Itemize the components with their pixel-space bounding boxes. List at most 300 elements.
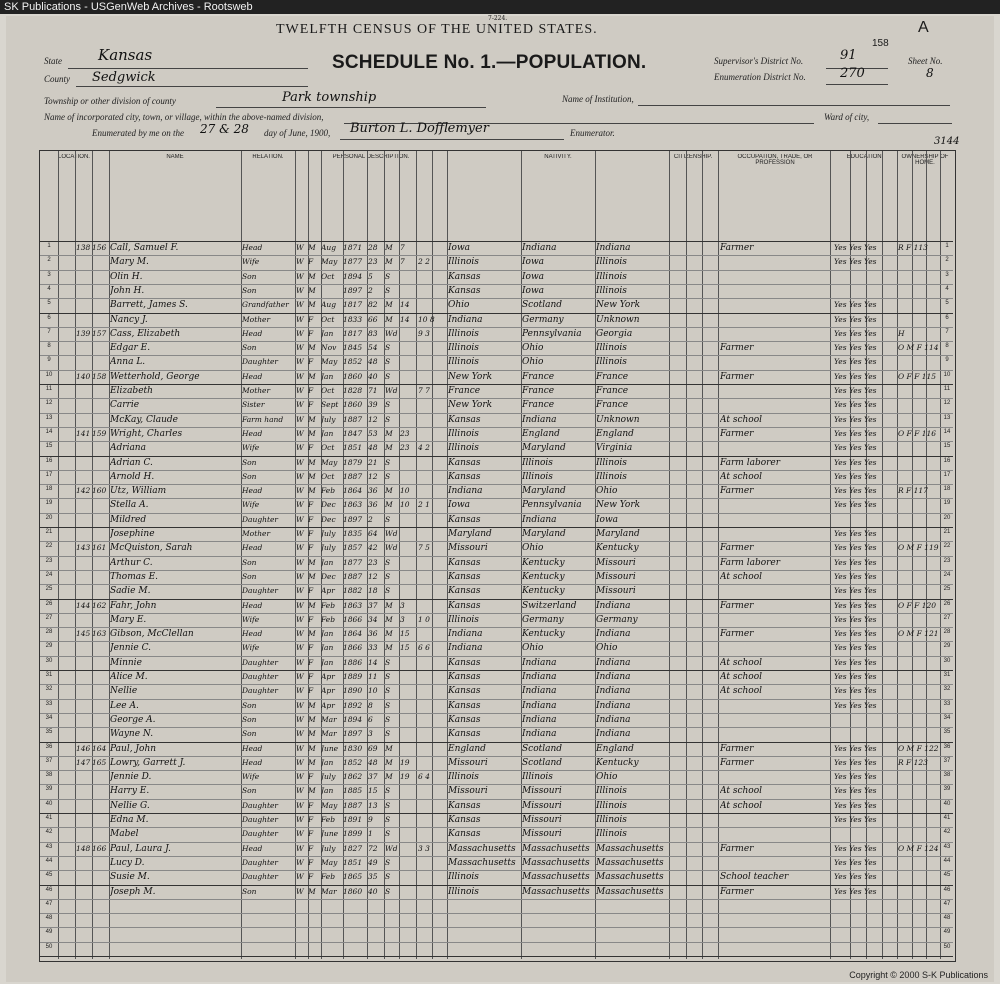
row-42-bp: Kansas bbox=[448, 829, 481, 840]
row-26-mo: Feb bbox=[321, 600, 336, 610]
row-11-mo: Oct bbox=[321, 386, 335, 395]
row-46-n: 46 bbox=[45, 886, 53, 893]
row-5-bp: Ohio bbox=[448, 300, 470, 311]
row-6-ms: M bbox=[385, 314, 393, 324]
row-10-occ: Farmer bbox=[720, 371, 754, 382]
row-41-fbp: Missouri bbox=[522, 815, 562, 825]
row-16-ms: S bbox=[385, 457, 391, 467]
row-23-occ: Farm laborer bbox=[720, 557, 781, 568]
row-11-mbp: France bbox=[596, 386, 629, 396]
row-29-fbp: Ohio bbox=[522, 643, 544, 654]
row-41-race: W bbox=[296, 815, 304, 824]
row-17-rel: Son bbox=[242, 471, 257, 481]
row-1-bp: Iowa bbox=[448, 243, 471, 253]
row-34-mo: Mar bbox=[321, 714, 337, 724]
row-35-name: Wayne N. bbox=[110, 729, 154, 740]
row-5-right-number: 5 bbox=[945, 300, 949, 307]
row-divider bbox=[40, 613, 953, 614]
row-34-name: George A. bbox=[110, 714, 156, 725]
row-15-age: 48 bbox=[368, 443, 378, 453]
row-18-yr: 1864 bbox=[343, 486, 363, 496]
row-44-bp: Massachusetts bbox=[448, 857, 516, 868]
row-40-rel: Daughter bbox=[242, 800, 278, 810]
row-1-n: 1 bbox=[47, 243, 51, 249]
row-2-ms: M bbox=[385, 257, 393, 267]
row-33-yr: 1892 bbox=[343, 700, 363, 710]
row-16-ed: Yes Yes Yes bbox=[834, 457, 877, 467]
row-3-ms: S bbox=[385, 271, 391, 281]
row-24-fbp: Kentucky bbox=[522, 571, 565, 582]
row-15-n: 15 bbox=[45, 443, 53, 450]
citizenship-header: CITIZENSHIP. bbox=[673, 154, 713, 160]
row-39-sex: M bbox=[308, 786, 316, 796]
row-12-rel: Sister bbox=[242, 400, 265, 410]
row-6-mo: Oct bbox=[321, 314, 335, 324]
row-19-mbp: New York bbox=[596, 500, 641, 511]
row-29-ed: Yes Yes Yes bbox=[834, 643, 877, 653]
row-44-mo: May bbox=[321, 857, 338, 867]
row-25-ms: S bbox=[385, 586, 391, 596]
row-7-age: 83 bbox=[368, 328, 378, 338]
row-36-sex: M bbox=[308, 743, 316, 753]
row-13-race: W bbox=[296, 414, 304, 424]
row-21-mbp: Maryland bbox=[596, 529, 640, 539]
row-2-fbp: Iowa bbox=[522, 257, 545, 268]
row-43-age: 72 bbox=[368, 843, 378, 853]
row-12-mo: Sept bbox=[321, 400, 339, 410]
row-17-age: 12 bbox=[368, 471, 378, 481]
row-14-age: 53 bbox=[368, 428, 378, 438]
row-30-mbp: Indiana bbox=[596, 657, 631, 668]
row-41-mo: Feb bbox=[321, 815, 336, 824]
row-27-rel: Wife bbox=[242, 614, 260, 624]
row-7-ch: 9 3 bbox=[418, 328, 430, 338]
row-14-yr: 1847 bbox=[343, 428, 363, 438]
row-33-n: 33 bbox=[45, 700, 53, 707]
row-10-right-number: 10 bbox=[943, 371, 951, 378]
row-39-ed: Yes Yes Yes bbox=[834, 786, 877, 796]
row-13-sex: M bbox=[308, 414, 316, 424]
row-15-yrs: 23 bbox=[400, 443, 410, 453]
row-6-fbp: Germany bbox=[522, 314, 564, 325]
row-28-yr: 1864 bbox=[343, 629, 363, 639]
row-10-bp: New York bbox=[448, 371, 493, 382]
row-43-n: 43 bbox=[45, 843, 53, 850]
state-label: State bbox=[44, 56, 62, 66]
row-20-yr: 1897 bbox=[343, 514, 363, 524]
row-5-yr: 1817 bbox=[343, 300, 363, 310]
row-38-mbp: Ohio bbox=[596, 772, 618, 783]
row-4-age: 2 bbox=[368, 285, 373, 295]
row-divider bbox=[40, 599, 953, 600]
row-30-race: W bbox=[296, 657, 304, 667]
row-32-mo: Apr bbox=[321, 686, 335, 696]
row-46-yr: 1860 bbox=[343, 886, 363, 896]
row-21-age: 64 bbox=[368, 529, 378, 538]
row-44-fbp: Massachusetts bbox=[522, 857, 590, 868]
row-22-dw: 143 bbox=[76, 543, 91, 553]
row-19-yr: 1863 bbox=[343, 500, 363, 510]
row-30-age: 14 bbox=[368, 657, 378, 667]
row-29-mo: Jan bbox=[321, 643, 334, 653]
row-26-fbp: Switzerland bbox=[522, 600, 577, 611]
row-1-dw: 138 bbox=[76, 243, 91, 252]
row-21-yr: 1835 bbox=[343, 529, 363, 538]
row-21-race: W bbox=[296, 529, 304, 538]
row-16-right-number: 16 bbox=[943, 457, 951, 464]
row-13-yr: 1887 bbox=[343, 414, 363, 424]
row-4-bp: Kansas bbox=[448, 285, 481, 296]
row-2-mbp: Illinois bbox=[596, 257, 627, 268]
row-39-mbp: Illinois bbox=[596, 786, 627, 797]
row-22-fam: 161 bbox=[92, 543, 107, 553]
row-13-ed: Yes Yes Yes bbox=[834, 414, 877, 424]
row-divider bbox=[40, 713, 953, 714]
row-35-rel: Son bbox=[242, 729, 257, 739]
row-22-bp: Missouri bbox=[448, 543, 488, 554]
row-12-age: 39 bbox=[368, 400, 378, 410]
row-5-age: 82 bbox=[368, 300, 378, 310]
row-20-mo: Dec bbox=[321, 514, 336, 524]
row-divider bbox=[40, 756, 953, 757]
row-divider bbox=[40, 284, 953, 285]
row-19-right-number: 19 bbox=[943, 500, 951, 507]
row-20-ms: S bbox=[385, 514, 391, 524]
row-21-sex: F bbox=[308, 529, 314, 538]
row-23-n: 23 bbox=[45, 557, 53, 564]
row-44-sex: F bbox=[308, 857, 314, 867]
row-10-age: 40 bbox=[368, 371, 378, 381]
row-31-bp: Kansas bbox=[448, 672, 481, 682]
row-7-own: H bbox=[898, 328, 905, 338]
row-30-sex: F bbox=[308, 657, 314, 667]
row-42-race: W bbox=[296, 829, 304, 839]
row-27-bp: Illinois bbox=[448, 614, 479, 625]
enumerated-days: 27 & 28 bbox=[200, 122, 249, 136]
row-26-yr: 1863 bbox=[343, 600, 363, 610]
row-13-bp: Kansas bbox=[448, 414, 481, 425]
row-40-age: 13 bbox=[368, 800, 378, 810]
row-43-ed: Yes Yes Yes bbox=[834, 843, 877, 853]
row-33-mo: Apr bbox=[321, 700, 335, 710]
row-45-occ: School teacher bbox=[720, 872, 789, 883]
row-28-n: 28 bbox=[45, 629, 53, 636]
row-31-ms: S bbox=[385, 672, 391, 681]
row-divider bbox=[40, 870, 953, 871]
row-34-rel: Son bbox=[242, 714, 257, 724]
row-17-n: 17 bbox=[45, 471, 53, 478]
row-30-ms: S bbox=[385, 657, 391, 667]
row-11-n: 11 bbox=[45, 386, 53, 392]
row-48-right-number: 48 bbox=[943, 915, 951, 922]
row-28-occ: Farmer bbox=[720, 629, 754, 640]
row-19-age: 36 bbox=[368, 500, 378, 510]
row-42-rel: Daughter bbox=[242, 829, 278, 839]
row-14-dw: 141 bbox=[76, 428, 91, 438]
institution-line bbox=[638, 105, 950, 106]
row-23-rel: Son bbox=[242, 557, 257, 567]
row-6-ch: 10 8 bbox=[418, 314, 435, 324]
row-22-rel: Head bbox=[242, 543, 263, 553]
row-24-n: 24 bbox=[45, 571, 53, 578]
row-divider bbox=[40, 270, 953, 271]
row-24-occ: At school bbox=[720, 571, 762, 582]
row-23-yr: 1877 bbox=[343, 557, 363, 567]
row-1-name: Call, Samuel F. bbox=[110, 243, 179, 253]
row-24-mo: Dec bbox=[321, 571, 336, 581]
row-18-n: 18 bbox=[45, 486, 53, 493]
row-8-bp: Illinois bbox=[448, 343, 479, 354]
row-43-race: W bbox=[296, 843, 304, 853]
row-4-race: W bbox=[296, 285, 304, 295]
row-37-age: 48 bbox=[368, 757, 378, 767]
row-45-ms: S bbox=[385, 872, 391, 882]
row-11-ed: Yes Yes Yes bbox=[834, 386, 877, 395]
row-43-bp: Massachusetts bbox=[448, 843, 516, 854]
row-45-yr: 1865 bbox=[343, 872, 363, 882]
row-divider bbox=[40, 885, 953, 886]
row-38-age: 37 bbox=[368, 772, 378, 782]
row-44-ms: S bbox=[385, 857, 391, 867]
row-44-n: 44 bbox=[45, 857, 53, 864]
row-19-n: 19 bbox=[45, 500, 53, 507]
row-25-name: Sadie M. bbox=[110, 586, 151, 597]
row-5-mo: Aug bbox=[321, 300, 337, 310]
row-28-fbp: Kentucky bbox=[522, 629, 565, 640]
row-2-age: 23 bbox=[368, 257, 378, 267]
row-41-ms: S bbox=[385, 815, 391, 824]
row-27-mbp: Germany bbox=[596, 614, 638, 625]
row-10-ms: S bbox=[385, 371, 391, 381]
state-line bbox=[68, 68, 308, 69]
row-39-age: 15 bbox=[368, 786, 378, 796]
row-35-fbp: Indiana bbox=[522, 729, 557, 740]
row-8-occ: Farmer bbox=[720, 343, 754, 354]
row-24-age: 12 bbox=[368, 571, 378, 581]
row-divider bbox=[40, 842, 953, 843]
row-7-n: 7 bbox=[47, 328, 51, 335]
row-18-ed: Yes Yes Yes bbox=[834, 486, 877, 496]
row-17-race: W bbox=[296, 471, 304, 481]
row-40-mo: May bbox=[321, 800, 338, 810]
row-40-yr: 1887 bbox=[343, 800, 363, 810]
row-43-fam: 166 bbox=[92, 843, 107, 853]
row-38-ch: 6 4 bbox=[418, 772, 430, 782]
row-11-rel: Mother bbox=[242, 386, 271, 395]
row-20-race: W bbox=[296, 514, 304, 524]
row-29-bp: Indiana bbox=[448, 643, 483, 654]
row-18-race: W bbox=[296, 486, 304, 496]
row-30-bp: Kansas bbox=[448, 657, 481, 668]
row-8-race: W bbox=[296, 343, 304, 353]
row-7-name: Cass, Elizabeth bbox=[110, 328, 181, 339]
row-1-yrs: 7 bbox=[400, 243, 405, 252]
row-15-bp: Illinois bbox=[448, 443, 479, 454]
row-6-right-number: 6 bbox=[945, 314, 949, 321]
row-19-sex: F bbox=[308, 500, 314, 510]
row-37-own: R F 123 bbox=[898, 757, 928, 767]
row-42-n: 42 bbox=[45, 829, 53, 836]
row-divider bbox=[40, 913, 953, 914]
row-27-fbp: Germany bbox=[522, 614, 564, 625]
row-25-n: 25 bbox=[45, 586, 53, 593]
row-divider bbox=[40, 327, 953, 328]
row-15-mbp: Virginia bbox=[596, 443, 633, 454]
row-1-race: W bbox=[296, 243, 304, 252]
row-15-race: W bbox=[296, 443, 304, 453]
row-44-right-number: 44 bbox=[943, 857, 951, 864]
row-37-yrs: 19 bbox=[400, 757, 410, 767]
row-14-n: 14 bbox=[45, 428, 53, 435]
row-9-ms: S bbox=[385, 357, 391, 367]
row-divider bbox=[40, 684, 953, 685]
row-13-right-number: 13 bbox=[943, 414, 951, 421]
row-39-fbp: Missouri bbox=[522, 786, 562, 797]
ward-line bbox=[878, 123, 952, 124]
row-divider bbox=[40, 813, 953, 814]
row-38-bp: Illinois bbox=[448, 772, 479, 783]
row-34-mbp: Indiana bbox=[596, 714, 631, 725]
row-28-dw: 145 bbox=[76, 629, 91, 639]
row-19-name: Stella A. bbox=[110, 500, 149, 511]
row-24-bp: Kansas bbox=[448, 571, 481, 582]
row-38-yr: 1862 bbox=[343, 772, 363, 782]
enumeration-line bbox=[826, 84, 888, 85]
row-2-yrs: 7 bbox=[400, 257, 405, 267]
row-13-occ: At school bbox=[720, 414, 762, 425]
row-8-ms: S bbox=[385, 343, 391, 353]
sheet-value: 8 bbox=[926, 66, 934, 80]
row-22-name: McQuiston, Sarah bbox=[110, 543, 193, 554]
row-4-mbp: Illinois bbox=[596, 285, 627, 296]
row-45-ed: Yes Yes Yes bbox=[834, 872, 877, 882]
row-8-ed: Yes Yes Yes bbox=[834, 343, 877, 353]
row-40-occ: At school bbox=[720, 800, 762, 811]
row-5-ms: M bbox=[385, 300, 393, 310]
row-27-n: 27 bbox=[45, 614, 53, 621]
row-divider bbox=[40, 298, 953, 299]
row-7-mo: Jan bbox=[321, 328, 334, 338]
row-26-name: Fahr, John bbox=[110, 600, 157, 611]
row-26-ms: M bbox=[385, 600, 393, 610]
row-12-race: W bbox=[296, 400, 304, 410]
row-43-own: O M F 124 bbox=[898, 843, 939, 853]
row-34-bp: Kansas bbox=[448, 714, 481, 725]
row-3-mo: Oct bbox=[321, 271, 335, 281]
row-50-n: 50 bbox=[45, 943, 53, 950]
row-divider bbox=[40, 656, 953, 657]
row-2-name: Mary M. bbox=[110, 257, 149, 268]
row-36-own: O M F 122 bbox=[898, 743, 939, 753]
row-divider bbox=[40, 670, 953, 671]
row-31-right-number: 31 bbox=[943, 672, 951, 678]
row-14-sex: M bbox=[308, 428, 316, 438]
row-17-ms: S bbox=[385, 471, 391, 481]
row-divider bbox=[40, 355, 953, 356]
row-divider bbox=[40, 584, 953, 585]
row-7-rel: Head bbox=[242, 328, 263, 338]
row-19-race: W bbox=[296, 500, 304, 510]
row-31-mo: Apr bbox=[321, 672, 335, 681]
incorporated-label: Name of incorporated city, town, or village, within the above-named division, bbox=[44, 112, 324, 122]
row-5-sex: M bbox=[308, 300, 316, 310]
row-40-fbp: Missouri bbox=[522, 800, 562, 811]
row-26-yrs: 3 bbox=[400, 600, 405, 610]
row-31-n: 31 bbox=[45, 672, 53, 678]
row-11-ms: Wd bbox=[385, 386, 398, 395]
row-16-rel: Son bbox=[242, 457, 257, 467]
row-39-occ: At school bbox=[720, 786, 762, 797]
header-divider bbox=[40, 241, 953, 242]
row-3-mbp: Illinois bbox=[596, 271, 627, 282]
row-25-sex: F bbox=[308, 586, 314, 596]
row-37-occ: Farmer bbox=[720, 757, 754, 768]
row-33-mbp: Indiana bbox=[596, 700, 631, 711]
row-10-name: Wetterhold, George bbox=[110, 371, 200, 382]
row-21-rel: Mother bbox=[242, 529, 271, 538]
row-31-rel: Daughter bbox=[242, 672, 278, 681]
row-37-n: 37 bbox=[45, 757, 53, 764]
enumeration-label: Enumeration District No. bbox=[714, 72, 806, 82]
row-27-name: Mary E. bbox=[110, 614, 147, 625]
row-18-bp: Indiana bbox=[448, 486, 483, 497]
row-22-ed: Yes Yes Yes bbox=[834, 543, 877, 553]
row-7-race: W bbox=[296, 328, 304, 338]
row-32-sex: F bbox=[308, 686, 314, 696]
row-26-dw: 144 bbox=[76, 600, 91, 610]
row-22-mbp: Kentucky bbox=[596, 543, 639, 554]
row-32-yr: 1890 bbox=[343, 686, 363, 696]
row-29-yr: 1866 bbox=[343, 643, 363, 653]
row-31-yr: 1889 bbox=[343, 672, 363, 681]
row-1-yr: 1871 bbox=[343, 243, 363, 252]
row-11-fbp: France bbox=[522, 386, 555, 396]
row-26-age: 37 bbox=[368, 600, 378, 610]
row-5-race: W bbox=[296, 300, 304, 310]
row-29-mbp: Ohio bbox=[596, 643, 618, 654]
row-20-right-number: 20 bbox=[943, 514, 951, 521]
nativity-header: NATIVITY. bbox=[544, 154, 572, 160]
row-41-name: Edna M. bbox=[110, 815, 149, 825]
sheet-label: Sheet No. bbox=[908, 56, 943, 66]
row-37-ed: Yes Yes Yes bbox=[834, 757, 877, 767]
row-24-mbp: Missouri bbox=[596, 571, 636, 582]
row-17-mo: Oct bbox=[321, 471, 335, 481]
row-29-ms: M bbox=[385, 643, 393, 653]
row-39-yr: 1885 bbox=[343, 786, 363, 796]
row-18-name: Utz, William bbox=[110, 486, 167, 497]
row-8-n: 8 bbox=[47, 343, 51, 350]
row-8-own: O M F 114 bbox=[898, 343, 939, 353]
row-36-dw: 146 bbox=[76, 743, 91, 753]
row-14-ed: Yes Yes Yes bbox=[834, 428, 877, 438]
row-35-right-number: 35 bbox=[943, 729, 951, 736]
row-8-sex: M bbox=[308, 343, 316, 353]
row-46-rel: Son bbox=[242, 886, 257, 896]
row-10-fam: 158 bbox=[92, 371, 107, 381]
row-38-n: 38 bbox=[45, 772, 53, 779]
row-divider bbox=[40, 398, 953, 399]
row-24-name: Thomas E. bbox=[110, 571, 159, 582]
row-26-n: 26 bbox=[45, 600, 53, 607]
row-20-mbp: Iowa bbox=[596, 514, 619, 525]
row-42-name: Mabel bbox=[110, 829, 139, 840]
row-13-rel: Farm hand bbox=[242, 414, 284, 424]
row-50-right-number: 50 bbox=[943, 943, 951, 950]
row-46-right-number: 46 bbox=[943, 886, 951, 893]
row-divider bbox=[40, 341, 953, 342]
row-37-fam: 165 bbox=[92, 757, 107, 767]
